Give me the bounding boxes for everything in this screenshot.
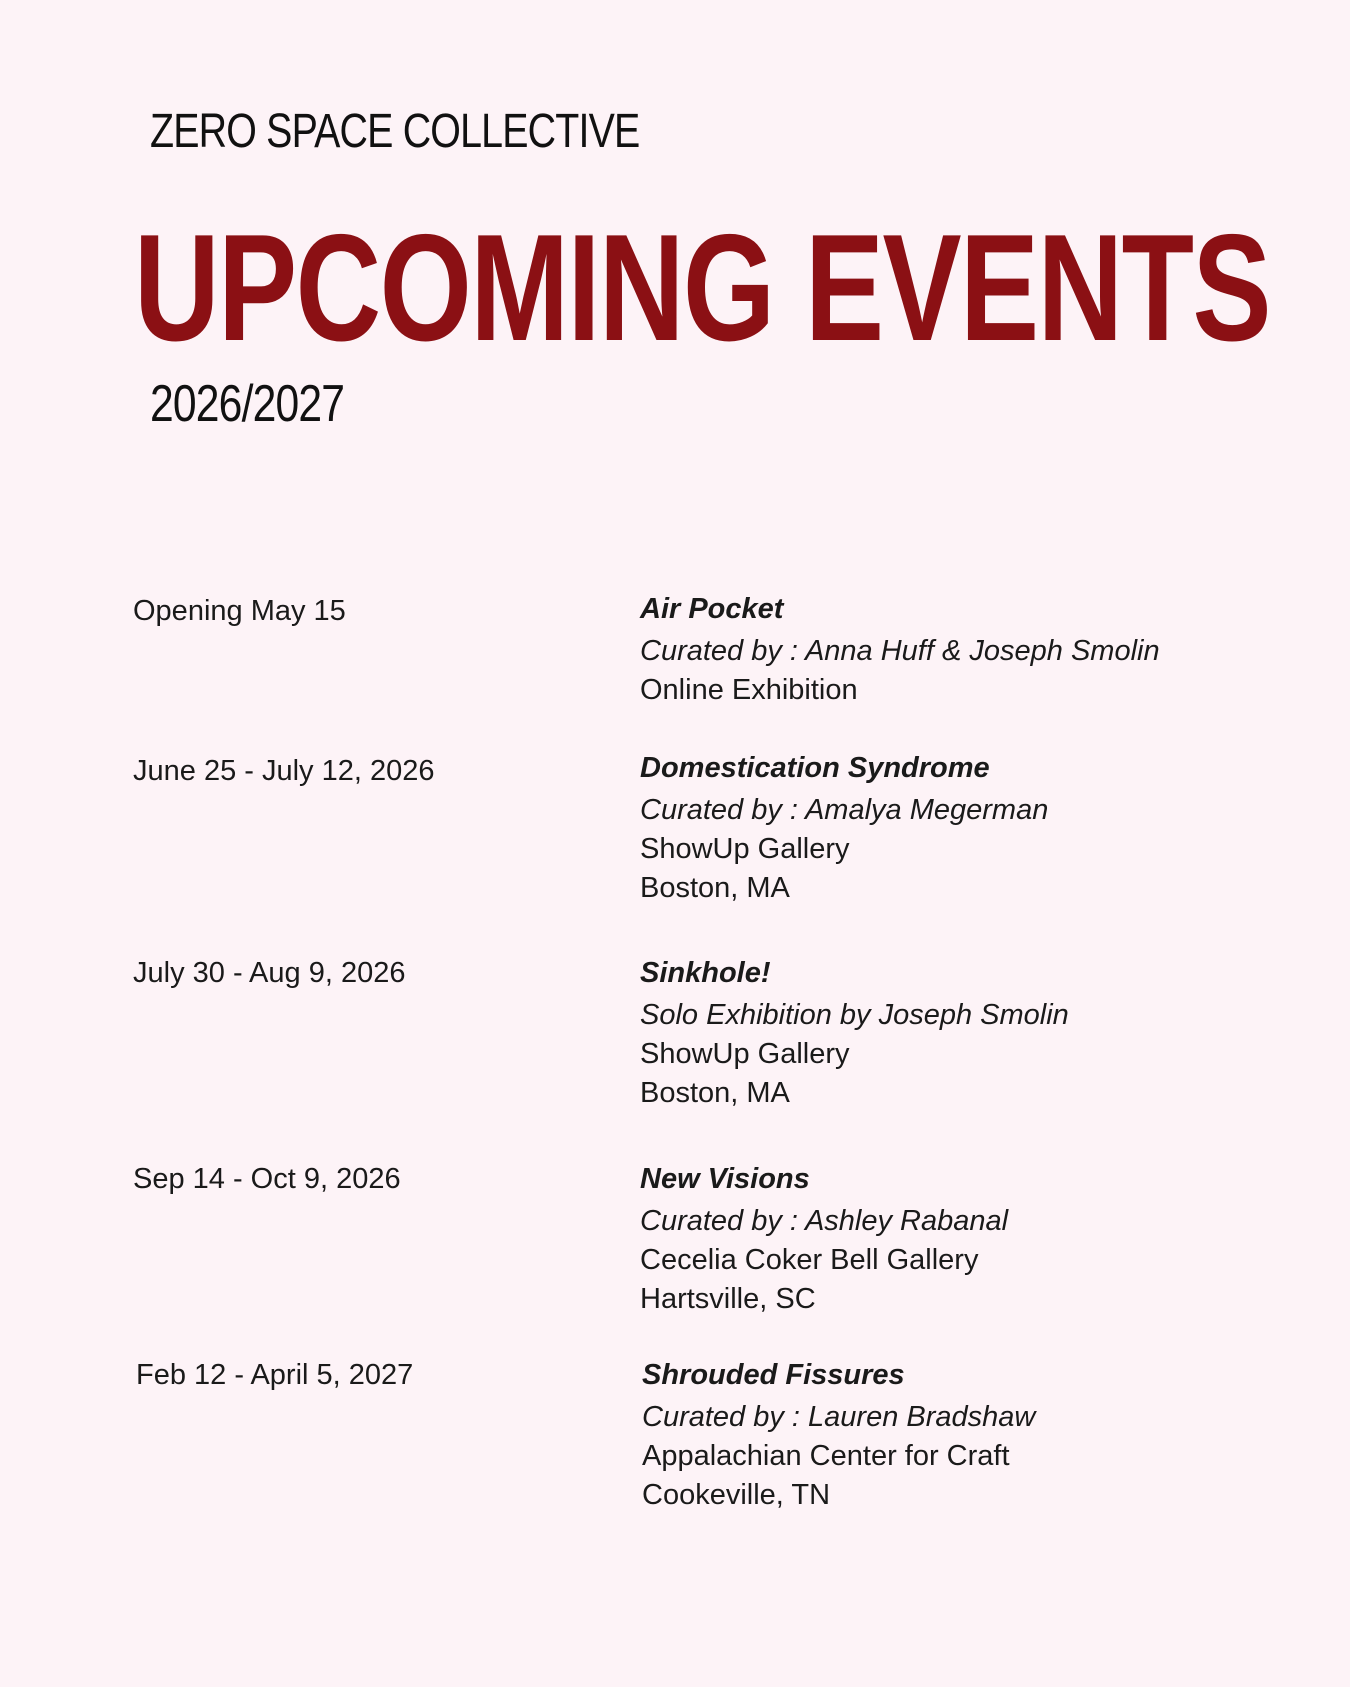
event-title: New Visions xyxy=(640,1163,810,1195)
event-date: Opening May 15 xyxy=(133,595,346,627)
event-venue: Appalachian Center for Craft xyxy=(642,1440,1010,1472)
event-curator: Solo Exhibition by Joseph Smolin xyxy=(640,999,1069,1031)
event-venue: Online Exhibition xyxy=(640,674,858,706)
event-title: Domestication Syndrome xyxy=(640,752,990,784)
event-location: Boston, MA xyxy=(640,1077,790,1109)
event-location: Boston, MA xyxy=(640,872,790,904)
event-venue: Cecelia Coker Bell Gallery xyxy=(640,1244,979,1276)
org-name: ZERO SPACE COLLECTIVE xyxy=(150,105,640,158)
event-curator: Curated by : Amalya Megerman xyxy=(640,794,1049,826)
event-location: Hartsville, SC xyxy=(640,1283,816,1315)
event-date: Sep 14 - Oct 9, 2026 xyxy=(133,1163,401,1195)
event-curator: Curated by : Lauren Bradshaw xyxy=(642,1401,1036,1433)
season-label: 2026/2027 xyxy=(150,375,345,433)
event-venue: ShowUp Gallery xyxy=(640,1038,850,1070)
event-title: Sinkhole! xyxy=(640,957,771,989)
event-details xyxy=(642,1356,1035,1515)
page-title: UPCOMING EVENTS xyxy=(134,203,1270,373)
event-details xyxy=(640,590,1160,710)
event-title: Air Pocket xyxy=(640,593,784,625)
event-curator: Curated by : Ashley Rabanal xyxy=(640,1205,1009,1237)
event-date: Feb 12 - April 5, 2027 xyxy=(136,1359,414,1391)
event-title: Shrouded Fissures xyxy=(642,1359,905,1391)
event-details xyxy=(640,749,1048,908)
event-details xyxy=(640,1160,1008,1319)
event-venue: ShowUp Gallery xyxy=(640,833,850,865)
event-date: July 30 - Aug 9, 2026 xyxy=(133,957,406,989)
event-location: Cookeville, TN xyxy=(642,1479,831,1511)
event-curator: Curated by : Anna Huff & Joseph Smolin xyxy=(640,635,1160,667)
event-date: June 25 - July 12, 2026 xyxy=(133,755,435,787)
event-details xyxy=(640,954,1069,1113)
